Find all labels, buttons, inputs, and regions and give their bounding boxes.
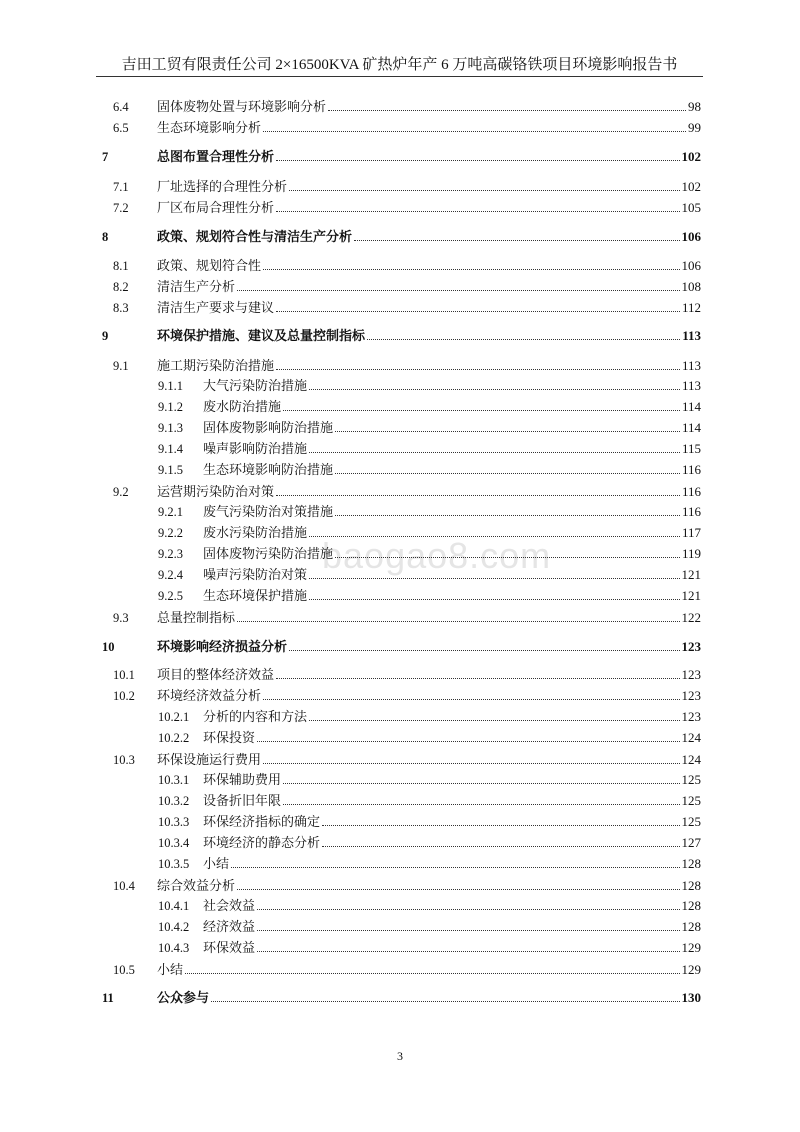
toc-title: 小结 bbox=[157, 962, 184, 977]
toc-page-number: 128 bbox=[681, 898, 701, 913]
toc-leader-dots bbox=[309, 536, 680, 537]
toc-number: 9.1.4 bbox=[158, 442, 183, 456]
toc-number: 7.1 bbox=[113, 180, 129, 194]
toc-number: 9.2.5 bbox=[158, 589, 183, 603]
toc-entry[interactable] bbox=[157, 277, 701, 297]
toc-entry[interactable] bbox=[203, 770, 701, 790]
toc-page-number: 119 bbox=[681, 546, 701, 561]
toc-page-number: 121 bbox=[681, 588, 701, 603]
toc-leader-dots bbox=[276, 311, 680, 312]
toc-entry[interactable] bbox=[203, 791, 701, 811]
toc-leader-dots bbox=[309, 720, 679, 721]
toc-title: 生态环境保护措施 bbox=[203, 588, 308, 603]
toc-number: 9.2.4 bbox=[158, 568, 183, 582]
toc-leader-dots bbox=[335, 557, 680, 558]
toc-leader-dots bbox=[328, 110, 686, 111]
toc-entry[interactable] bbox=[157, 637, 701, 657]
toc-leader-dots bbox=[237, 621, 679, 622]
toc-title: 固体废物处置与环境影响分析 bbox=[157, 99, 327, 114]
toc-title: 小结 bbox=[203, 856, 230, 871]
toc-number: 10.2.2 bbox=[158, 731, 190, 745]
toc-number: 9.1.2 bbox=[158, 400, 183, 414]
toc-entry[interactable] bbox=[157, 298, 701, 318]
watermark: baogao8.com bbox=[322, 535, 552, 576]
toc-page-number: 116 bbox=[681, 504, 701, 519]
toc-page-number: 128 bbox=[681, 856, 701, 871]
toc-title: 清洁生产要求与建议 bbox=[157, 300, 275, 315]
toc-entry[interactable] bbox=[203, 502, 701, 522]
toc-entry[interactable] bbox=[157, 750, 701, 770]
toc-entry[interactable] bbox=[203, 523, 701, 543]
toc-title: 废水防治措施 bbox=[203, 399, 282, 414]
toc-entry[interactable] bbox=[203, 460, 701, 480]
toc-leader-dots bbox=[367, 339, 680, 340]
toc-entry[interactable] bbox=[203, 938, 701, 958]
toc-number: 10.3 bbox=[113, 753, 135, 767]
toc-entry[interactable] bbox=[203, 397, 701, 417]
toc-page-number: 99 bbox=[688, 120, 701, 135]
toc-title: 厂区布局合理性分析 bbox=[157, 200, 275, 215]
toc-page-number: 105 bbox=[681, 200, 701, 215]
toc-page-number: 106 bbox=[681, 258, 701, 273]
toc-entry[interactable] bbox=[203, 544, 701, 564]
toc-leader-dots bbox=[354, 240, 679, 241]
page-number: 3 bbox=[397, 1049, 403, 1063]
toc-title: 环保效益 bbox=[203, 940, 256, 955]
toc-page-number: 127 bbox=[681, 835, 701, 850]
toc-entry[interactable] bbox=[157, 686, 701, 706]
toc-leader-dots bbox=[276, 160, 679, 161]
toc-title: 环保经济指标的确定 bbox=[203, 814, 321, 829]
toc-page-number: 128 bbox=[681, 919, 701, 934]
toc-leader-dots bbox=[335, 515, 680, 516]
toc-title: 废气污染防治对策措施 bbox=[203, 504, 334, 519]
toc-leader-dots bbox=[276, 211, 679, 212]
toc-title: 设备折旧年限 bbox=[203, 793, 282, 808]
toc-leader-dots bbox=[335, 473, 680, 474]
toc-title: 环境经济的静态分析 bbox=[203, 835, 321, 850]
toc-entry[interactable] bbox=[203, 854, 701, 874]
toc-title: 社会效益 bbox=[203, 898, 256, 913]
toc-title: 厂址选择的合理性分析 bbox=[157, 179, 288, 194]
toc-number: 9.1 bbox=[113, 359, 129, 373]
toc-leader-dots bbox=[263, 699, 679, 700]
toc-leader-dots bbox=[276, 678, 679, 679]
toc-title: 总量控制指标 bbox=[157, 610, 236, 625]
toc-page-number: 108 bbox=[681, 279, 701, 294]
toc-page-number: 123 bbox=[681, 709, 701, 724]
toc-leader-dots bbox=[263, 131, 686, 132]
toc-number: 6.5 bbox=[113, 121, 129, 135]
toc-entry[interactable] bbox=[157, 326, 701, 346]
toc-number: 9.1.1 bbox=[158, 379, 183, 393]
toc-page-number: 98 bbox=[688, 99, 701, 114]
toc-number: 8.2 bbox=[113, 280, 129, 294]
toc-entry[interactable] bbox=[157, 177, 701, 197]
toc-title: 生态环境影响分析 bbox=[157, 120, 262, 135]
toc-number: 8 bbox=[102, 230, 109, 244]
toc-page-number: 102 bbox=[681, 149, 701, 164]
toc-page-number: 129 bbox=[681, 940, 701, 955]
toc-number: 11 bbox=[102, 991, 114, 1005]
toc-number: 7 bbox=[102, 150, 109, 164]
toc-number: 10.3.4 bbox=[158, 836, 190, 850]
toc-title: 政策、规划符合性 bbox=[157, 258, 262, 273]
toc-entry[interactable] bbox=[157, 147, 701, 167]
toc-title: 项目的整体经济效益 bbox=[157, 667, 275, 682]
toc-title: 清洁生产分析 bbox=[157, 279, 236, 294]
toc-title: 分析的内容和方法 bbox=[203, 709, 308, 724]
toc-page-number: 115 bbox=[681, 441, 701, 456]
toc-page-number: 113 bbox=[681, 378, 701, 393]
toc-number: 6.4 bbox=[113, 100, 129, 114]
toc-page-number: 125 bbox=[681, 793, 701, 808]
toc-page-number: 123 bbox=[681, 688, 701, 703]
toc-number: 10.4.2 bbox=[158, 920, 190, 934]
toc-number: 10.4.3 bbox=[158, 941, 190, 955]
toc-page-number: 122 bbox=[681, 610, 701, 625]
toc-page-number: 114 bbox=[681, 399, 701, 414]
toc-title: 环境影响经济损益分析 bbox=[157, 639, 288, 654]
toc-entry[interactable] bbox=[157, 256, 701, 276]
toc-title: 噪声影响防治措施 bbox=[203, 441, 308, 456]
toc-entry[interactable] bbox=[203, 917, 701, 937]
toc-page-number: 114 bbox=[681, 420, 701, 435]
toc-leader-dots bbox=[289, 190, 679, 191]
toc-page-number: 124 bbox=[681, 730, 701, 745]
toc-number: 8.3 bbox=[113, 301, 129, 315]
toc-number: 10.5 bbox=[113, 963, 135, 977]
toc-leader-dots bbox=[309, 452, 680, 453]
toc-number: 10 bbox=[102, 640, 115, 654]
toc-leader-dots bbox=[283, 783, 679, 784]
toc-page-number: 112 bbox=[681, 300, 701, 315]
toc-page-number: 113 bbox=[681, 358, 701, 373]
toc-page-number: 129 bbox=[681, 962, 701, 977]
toc-leader-dots bbox=[309, 389, 680, 390]
toc-page-number: 124 bbox=[681, 752, 701, 767]
toc-page-number: 113 bbox=[682, 328, 701, 343]
toc-leader-dots bbox=[231, 867, 679, 868]
toc-title: 环保投资 bbox=[203, 730, 256, 745]
toc-number: 9.3 bbox=[113, 611, 129, 625]
toc-title: 固体废物影响防治措施 bbox=[203, 420, 334, 435]
toc-title: 环境经济效益分析 bbox=[157, 688, 262, 703]
toc-leader-dots bbox=[257, 741, 679, 742]
toc-number: 10.1 bbox=[113, 668, 135, 682]
toc-number: 9.2.2 bbox=[158, 526, 183, 540]
toc-leader-dots bbox=[276, 495, 680, 496]
toc-entry[interactable] bbox=[203, 376, 701, 396]
toc-title: 政策、规划符合性与清洁生产分析 bbox=[157, 229, 353, 244]
toc-leader-dots bbox=[263, 269, 679, 270]
toc-entry[interactable] bbox=[203, 565, 701, 585]
toc-entry[interactable] bbox=[157, 198, 701, 218]
toc-number: 10.3.1 bbox=[158, 773, 190, 787]
toc-entry[interactable] bbox=[157, 118, 701, 138]
toc-number: 10.4 bbox=[113, 879, 135, 893]
toc-entry[interactable] bbox=[203, 439, 701, 459]
toc-leader-dots bbox=[322, 825, 679, 826]
toc-leader-dots bbox=[257, 930, 679, 931]
toc-title: 噪声污染防治对策 bbox=[203, 567, 308, 582]
toc-page-number: 121 bbox=[681, 567, 701, 582]
toc-entry[interactable] bbox=[157, 356, 701, 376]
toc-entry[interactable] bbox=[203, 586, 701, 606]
toc-entry[interactable] bbox=[157, 960, 701, 980]
toc-title: 经济效益 bbox=[203, 919, 256, 934]
toc-number: 9.2.3 bbox=[158, 547, 183, 561]
toc-page-number: 117 bbox=[681, 525, 701, 540]
toc-number: 8.1 bbox=[113, 259, 129, 273]
toc-page-number: 116 bbox=[681, 484, 701, 499]
toc-title: 环境保护措施、建议及总量控制指标 bbox=[157, 328, 366, 343]
toc-number: 10.3.2 bbox=[158, 794, 190, 808]
toc-title: 施工期污染防治措施 bbox=[157, 358, 275, 373]
toc-title: 废水污染防治措施 bbox=[203, 525, 308, 540]
toc-title: 公众参与 bbox=[157, 990, 210, 1005]
toc-number: 10.3.5 bbox=[158, 857, 190, 871]
toc-entry[interactable] bbox=[203, 728, 701, 748]
toc-leader-dots bbox=[211, 1001, 679, 1002]
toc-number: 10.2.1 bbox=[158, 710, 190, 724]
toc-title: 总图布置合理性分析 bbox=[157, 149, 275, 164]
toc-title: 运营期污染防治对策 bbox=[157, 484, 275, 499]
toc-leader-dots bbox=[335, 431, 680, 432]
toc-page-number: 123 bbox=[681, 639, 701, 654]
toc-leader-dots bbox=[289, 650, 679, 651]
document-header: 吉田工贸有限责任公司 2×16500KVA 矿热炉年产 6 万吨高碳铬铁项目环境影响报告书 bbox=[121, 57, 678, 73]
toc-entry[interactable] bbox=[157, 665, 701, 685]
toc-page-number: 125 bbox=[681, 814, 701, 829]
toc-page-number: 125 bbox=[681, 772, 701, 787]
toc-leader-dots bbox=[309, 578, 679, 579]
toc-number: 9.1.3 bbox=[158, 421, 183, 435]
toc-entry[interactable] bbox=[203, 812, 701, 832]
toc-leader-dots bbox=[237, 889, 679, 890]
toc-entry[interactable] bbox=[157, 608, 701, 628]
toc-title: 综合效益分析 bbox=[157, 878, 236, 893]
toc-leader-dots bbox=[263, 763, 679, 764]
toc-leader-dots bbox=[185, 973, 679, 974]
toc-entry[interactable] bbox=[157, 97, 701, 117]
toc-leader-dots bbox=[237, 290, 679, 291]
toc-entry[interactable] bbox=[203, 896, 701, 916]
toc-number: 9.2.1 bbox=[158, 505, 183, 519]
toc-title: 环保辅助费用 bbox=[203, 772, 282, 787]
toc-page-number: 130 bbox=[681, 990, 701, 1005]
toc-number: 9.2 bbox=[113, 485, 129, 499]
toc-leader-dots bbox=[257, 909, 679, 910]
toc-entry[interactable] bbox=[157, 227, 701, 247]
toc-title: 环保设施运行费用 bbox=[157, 752, 262, 767]
toc-leader-dots bbox=[283, 410, 680, 411]
toc-entry[interactable] bbox=[203, 418, 701, 438]
toc-leader-dots bbox=[276, 369, 680, 370]
toc-entry[interactable] bbox=[203, 707, 701, 727]
toc-leader-dots bbox=[283, 804, 679, 805]
toc-entry[interactable] bbox=[157, 876, 701, 896]
toc-page-number: 106 bbox=[681, 229, 701, 244]
toc-number: 10.4.1 bbox=[158, 899, 190, 913]
toc-number: 10.2 bbox=[113, 689, 135, 703]
toc-page-number: 102 bbox=[681, 179, 701, 194]
toc-entry[interactable] bbox=[157, 988, 701, 1008]
toc-entry[interactable] bbox=[157, 482, 701, 502]
toc-page-number: 116 bbox=[681, 462, 701, 477]
toc-number: 9 bbox=[102, 329, 109, 343]
toc-title: 固体废物污染防治措施 bbox=[203, 546, 334, 561]
toc-number: 10.3.3 bbox=[158, 815, 190, 829]
toc-page-number: 123 bbox=[681, 667, 701, 682]
toc-number: 9.1.5 bbox=[158, 463, 183, 477]
toc-number: 7.2 bbox=[113, 201, 129, 215]
toc-leader-dots bbox=[309, 599, 679, 600]
toc-title: 生态环境影响防治措施 bbox=[203, 462, 334, 477]
toc-leader-dots bbox=[257, 951, 679, 952]
toc-entry[interactable] bbox=[203, 833, 701, 853]
toc-leader-dots bbox=[322, 846, 679, 847]
toc-page-number: 128 bbox=[681, 878, 701, 893]
toc-title: 大气污染防治措施 bbox=[203, 378, 308, 393]
